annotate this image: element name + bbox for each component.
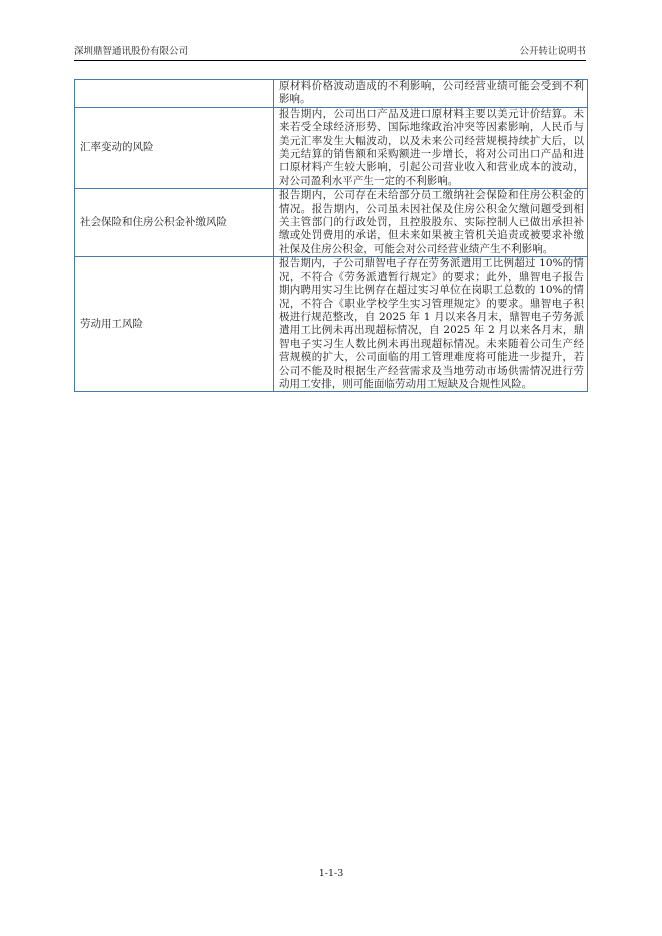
risk-description: 报告期内，公司存在未给部分员工缴纳社会保险和住房公积金的情况。报告期内，公司虽未因社保及住房公积金欠缴问题受到相关主管部门的行政处罚，且控股股东、实际控制人已做出承担补缴或处罚费用的承诺，但未来如果被主管机关追责或被要求补缴社保及住房公积金，可能会对公司经营业绩产生不利影响。 bbox=[274, 189, 588, 257]
risk-name: 社会保险和住房公积金补缴风险 bbox=[75, 189, 274, 257]
table-row bbox=[75, 107, 588, 188]
risk-description: 报告期内，子公司鼎智电子存在劳务派遣用工比例超过 10%的情况，不符合《劳务派遣暂行规定》的要求；此外，鼎智电子报告期内聘用实习生比例存在超过实习单位在岗职工总数的 10%的情况，不符合《职业学校学生实习管理规定》的要求。鼎智电子积极进行规范整改，自 2025 年 1 月以来各月末，鼎智电子劳务派遣用工比例未再出现超标情况，自 2025 年 2 月以来各月末，鼎智电子实习生人数比例未再出现超标情况。未来随着公司生产经营规模的扩大，公司面临的用工管理难度将可能进一步提升，若公司不能及时根据生产经营需求及当地劳动市场供需情况进行劳动用工安排，则可能面临劳动用工短缺及合规性风险。 bbox=[274, 257, 588, 392]
risk-name: 汇率变动的风险 bbox=[75, 107, 274, 188]
risk-name: 劳动用工风险 bbox=[75, 257, 274, 392]
document-title: 公开转让说明书 bbox=[519, 46, 586, 57]
table-row bbox=[75, 189, 588, 257]
table-row bbox=[75, 257, 588, 392]
risk-description: 原材料价格波动造成的不利影响，公司经营业绩可能会受到不利影响。 bbox=[274, 80, 588, 108]
page-number: 1-1-3 bbox=[318, 868, 344, 879]
company-name: 深圳鼎智通讯股份有限公司 bbox=[74, 46, 189, 57]
risk-name bbox=[75, 80, 274, 108]
risk-description: 报告期内，公司出口产品及进口原材料主要以美元计价结算。未来若受全球经济形势、国际地缘政治冲突等因素影响，人民币与美元汇率发生大幅波动，以及未来公司经营规模持续扩大后，以美元结算的销售额和采购额进一步增长，将对公司出口产品和进口原材料产生较大影响，引起公司营业收入和营业成本的波动，对公司盈利水平产生一定的不利影响。 bbox=[274, 107, 588, 188]
page-header bbox=[74, 44, 586, 61]
risk-table bbox=[74, 79, 588, 392]
table-row bbox=[75, 80, 588, 108]
